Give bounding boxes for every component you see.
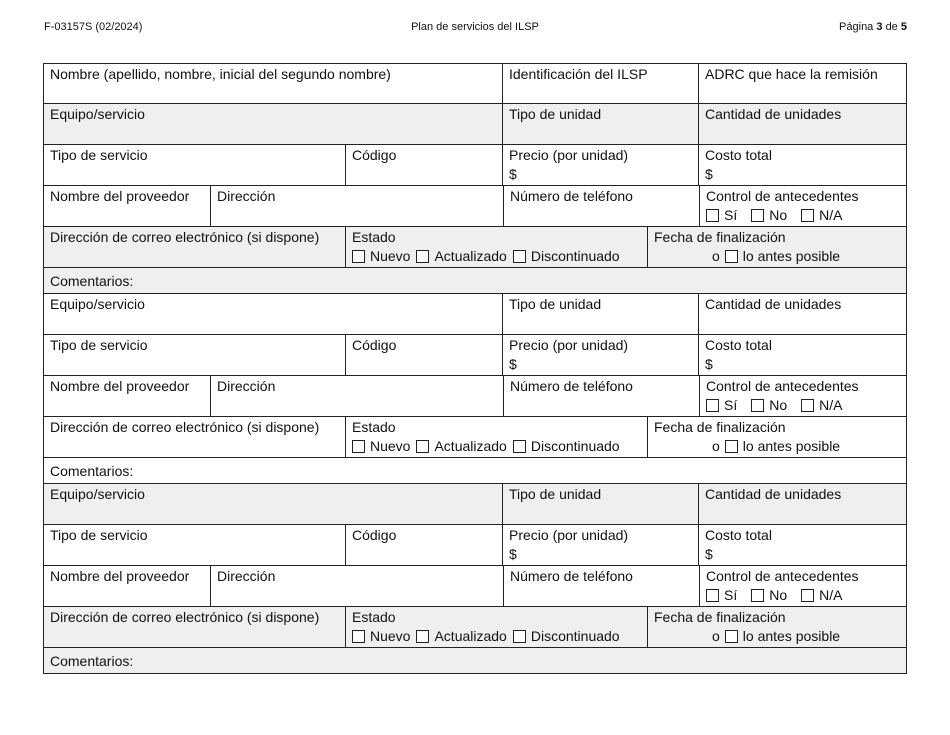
status-new-label: Nuevo bbox=[370, 248, 411, 264]
asap-label: lo antes posible bbox=[742, 248, 841, 264]
bc-na-checkbox[interactable] bbox=[801, 209, 814, 222]
status-new-checkbox[interactable] bbox=[352, 440, 365, 453]
email-field[interactable] bbox=[44, 417, 346, 457]
asap-label: lo antes posible bbox=[742, 438, 841, 454]
phone-label: Número de teléfono bbox=[510, 568, 633, 584]
unit-qty-label: Cantidad de unidades bbox=[705, 486, 842, 502]
status-label: Estado bbox=[352, 419, 396, 435]
email-status-row bbox=[43, 227, 907, 268]
service-plan-form bbox=[43, 63, 907, 674]
provider-name-label: Nombre del proveedor bbox=[50, 188, 190, 204]
or-label: o bbox=[712, 628, 720, 644]
form-code: F-03157S (02/2024) bbox=[44, 21, 143, 33]
status-field bbox=[346, 227, 648, 267]
bc-na-label: N/A bbox=[819, 207, 843, 223]
unit-qty-label: Cantidad de unidades bbox=[705, 296, 842, 312]
unit-price-label: Precio (por unidad) bbox=[509, 527, 629, 543]
end-date-label: Fecha de finalización bbox=[654, 419, 786, 435]
code-field[interactable] bbox=[346, 525, 503, 565]
equipment-row bbox=[43, 484, 907, 525]
provider-name-label: Nombre del proveedor bbox=[50, 378, 190, 394]
total-cost-label: Costo total bbox=[705, 147, 772, 163]
or-label: o bbox=[712, 438, 720, 454]
unit-type-field[interactable] bbox=[503, 104, 699, 144]
bc-yes-checkbox[interactable] bbox=[706, 399, 719, 412]
email-field[interactable] bbox=[44, 607, 346, 647]
code-field[interactable] bbox=[346, 335, 503, 375]
end-date-label: Fecha de finalización bbox=[654, 229, 786, 245]
asap-label: lo antes posible bbox=[742, 628, 841, 644]
address-field[interactable] bbox=[211, 566, 504, 606]
equipment-field[interactable] bbox=[44, 484, 503, 524]
comments-row bbox=[43, 458, 907, 484]
service-type-row bbox=[43, 335, 907, 376]
provider-name-field[interactable] bbox=[44, 186, 211, 226]
provider-row bbox=[43, 566, 907, 607]
service-type-row bbox=[43, 145, 907, 186]
status-discontinued-label: Discontinuado bbox=[530, 628, 620, 644]
total-cost-label: Costo total bbox=[705, 337, 772, 353]
comments-field[interactable] bbox=[44, 458, 906, 483]
unit-type-field[interactable] bbox=[503, 294, 699, 334]
total-cost-field[interactable] bbox=[699, 525, 906, 565]
address-label: Dirección bbox=[217, 378, 276, 394]
adrc-label: ADRC que hace la remisión bbox=[705, 66, 878, 82]
asap-checkbox[interactable] bbox=[725, 630, 738, 643]
background-check-field bbox=[700, 566, 906, 606]
status-updated-checkbox[interactable] bbox=[416, 630, 429, 643]
comments-label: Comentarios: bbox=[50, 463, 134, 479]
equipment-row bbox=[43, 104, 907, 145]
status-discontinued-checkbox[interactable] bbox=[513, 440, 526, 453]
unit-qty-field[interactable] bbox=[699, 104, 906, 144]
bc-yes-label: Sí bbox=[724, 207, 738, 223]
comments-label: Comentarios: bbox=[50, 653, 134, 669]
comments-row bbox=[43, 648, 907, 674]
total-cost-field[interactable] bbox=[699, 335, 906, 375]
document-title: Plan de servicios del ILSP bbox=[411, 21, 539, 33]
email-status-row bbox=[43, 417, 907, 458]
status-new-checkbox[interactable] bbox=[352, 250, 365, 263]
equipment-row bbox=[43, 294, 907, 335]
provider-name-field[interactable] bbox=[44, 376, 211, 416]
identification-row bbox=[43, 63, 907, 104]
status-updated-checkbox[interactable] bbox=[416, 250, 429, 263]
status-label: Estado bbox=[352, 609, 396, 625]
bc-no-checkbox[interactable] bbox=[751, 209, 764, 222]
status-discontinued-label: Discontinuado bbox=[530, 248, 620, 264]
status-new-label: Nuevo bbox=[370, 438, 411, 454]
page-label: Página bbox=[839, 21, 874, 33]
end-date-field[interactable] bbox=[648, 417, 906, 457]
total-cost-label: Costo total bbox=[705, 527, 772, 543]
equipment-label: Equipo/servicio bbox=[50, 296, 145, 312]
unit-type-label: Tipo de unidad bbox=[509, 486, 602, 502]
page-number bbox=[839, 21, 907, 33]
bc-na-checkbox[interactable] bbox=[801, 399, 814, 412]
unit-price-label: Precio (por unidad) bbox=[509, 337, 629, 353]
address-label: Dirección bbox=[217, 568, 276, 584]
bc-yes-label: Sí bbox=[724, 587, 738, 603]
status-discontinued-checkbox[interactable] bbox=[513, 250, 526, 263]
phone-field[interactable] bbox=[504, 376, 700, 416]
page-current: 3 bbox=[876, 21, 883, 33]
email-label: Dirección de correo electrónico (si dispone) bbox=[50, 229, 320, 245]
end-date-field[interactable] bbox=[648, 607, 906, 647]
phone-field[interactable] bbox=[504, 566, 700, 606]
background-check-label: Control de antecedentes bbox=[706, 188, 859, 204]
address-field[interactable] bbox=[211, 186, 504, 226]
bc-yes-label: Sí bbox=[724, 397, 738, 413]
ilsp-id-label: Identificación del ILSP bbox=[509, 66, 648, 82]
provider-row bbox=[43, 376, 907, 417]
unit-type-field[interactable] bbox=[503, 484, 699, 524]
adrc-field[interactable] bbox=[699, 64, 906, 103]
comments-field[interactable] bbox=[44, 648, 906, 673]
code-label: Código bbox=[352, 147, 397, 163]
bc-yes-checkbox[interactable] bbox=[706, 589, 719, 602]
email-field[interactable] bbox=[44, 227, 346, 267]
background-check-field bbox=[700, 186, 906, 226]
provider-name-label: Nombre del proveedor bbox=[50, 568, 190, 584]
equipment-label: Equipo/servicio bbox=[50, 486, 145, 502]
service-type-label: Tipo de servicio bbox=[50, 147, 148, 163]
name-label: Nombre (apellido, nombre, inicial del segundo nombre) bbox=[50, 66, 391, 82]
status-discontinued-label: Discontinuado bbox=[530, 438, 620, 454]
currency-symbol: $ bbox=[509, 166, 517, 182]
provider-name-field[interactable] bbox=[44, 566, 211, 606]
currency-symbol: $ bbox=[509, 546, 517, 562]
total-cost-field[interactable] bbox=[699, 145, 906, 185]
service-type-row bbox=[43, 525, 907, 566]
status-new-checkbox[interactable] bbox=[352, 630, 365, 643]
email-label: Dirección de correo electrónico (si dispone) bbox=[50, 419, 320, 435]
status-updated-label: Actualizado bbox=[434, 438, 507, 454]
unit-qty-field[interactable] bbox=[699, 484, 906, 524]
service-type-label: Tipo de servicio bbox=[50, 337, 148, 353]
or-label: o bbox=[712, 248, 720, 264]
unit-price-field[interactable] bbox=[503, 335, 699, 375]
status-label: Estado bbox=[352, 229, 396, 245]
page-total: 5 bbox=[900, 21, 907, 33]
status-updated-label: Actualizado bbox=[434, 628, 507, 644]
code-label: Código bbox=[352, 527, 397, 543]
unit-qty-label: Cantidad de unidades bbox=[705, 106, 842, 122]
comments-field[interactable] bbox=[44, 268, 906, 293]
unit-price-field[interactable] bbox=[503, 525, 699, 565]
address-field[interactable] bbox=[211, 376, 504, 416]
status-updated-label: Actualizado bbox=[434, 248, 507, 264]
status-discontinued-checkbox[interactable] bbox=[513, 630, 526, 643]
unit-type-label: Tipo de unidad bbox=[509, 106, 602, 122]
phone-label: Número de teléfono bbox=[510, 188, 633, 204]
bc-na-checkbox[interactable] bbox=[801, 589, 814, 602]
bc-no-checkbox[interactable] bbox=[751, 399, 764, 412]
name-field[interactable] bbox=[44, 64, 503, 103]
status-new-label: Nuevo bbox=[370, 628, 411, 644]
currency-symbol: $ bbox=[705, 166, 713, 182]
bc-na-label: N/A bbox=[819, 397, 843, 413]
address-label: Dirección bbox=[217, 188, 276, 204]
end-date-field[interactable] bbox=[648, 227, 906, 267]
bc-no-checkbox[interactable] bbox=[751, 589, 764, 602]
status-field bbox=[346, 607, 648, 647]
status-field bbox=[346, 417, 648, 457]
comments-label: Comentarios: bbox=[50, 273, 134, 289]
background-check-label: Control de antecedentes bbox=[706, 378, 859, 394]
bc-yes-checkbox[interactable] bbox=[706, 209, 719, 222]
bc-no-label: No bbox=[769, 207, 788, 223]
bc-no-label: No bbox=[769, 397, 788, 413]
equipment-label: Equipo/servicio bbox=[50, 106, 145, 122]
page-of: de bbox=[885, 21, 898, 33]
currency-symbol: $ bbox=[509, 356, 517, 372]
equipment-field[interactable] bbox=[44, 294, 503, 334]
service-type-field[interactable] bbox=[44, 335, 346, 375]
background-check-label: Control de antecedentes bbox=[706, 568, 859, 584]
end-date-label: Fecha de finalización bbox=[654, 609, 786, 625]
equipment-field[interactable] bbox=[44, 104, 503, 144]
code-field[interactable] bbox=[346, 145, 503, 185]
asap-checkbox[interactable] bbox=[725, 440, 738, 453]
service-type-field[interactable] bbox=[44, 145, 346, 185]
service-type-field[interactable] bbox=[44, 525, 346, 565]
unit-price-label: Precio (por unidad) bbox=[509, 147, 629, 163]
email-label: Dirección de correo electrónico (si dispone) bbox=[50, 609, 320, 625]
ilsp-id-field[interactable] bbox=[503, 64, 699, 103]
email-status-row bbox=[43, 607, 907, 648]
phone-label: Número de teléfono bbox=[510, 378, 633, 394]
service-type-label: Tipo de servicio bbox=[50, 527, 148, 543]
provider-row bbox=[43, 186, 907, 227]
currency-symbol: $ bbox=[705, 546, 713, 562]
status-updated-checkbox[interactable] bbox=[416, 440, 429, 453]
code-label: Código bbox=[352, 337, 397, 353]
phone-field[interactable] bbox=[504, 186, 700, 226]
unit-qty-field[interactable] bbox=[699, 294, 906, 334]
bc-na-label: N/A bbox=[819, 587, 843, 603]
background-check-field bbox=[700, 376, 906, 416]
bc-no-label: No bbox=[769, 587, 788, 603]
currency-symbol: $ bbox=[705, 356, 713, 372]
unit-price-field[interactable] bbox=[503, 145, 699, 185]
comments-row bbox=[43, 268, 907, 294]
asap-checkbox[interactable] bbox=[725, 250, 738, 263]
unit-type-label: Tipo de unidad bbox=[509, 296, 602, 312]
